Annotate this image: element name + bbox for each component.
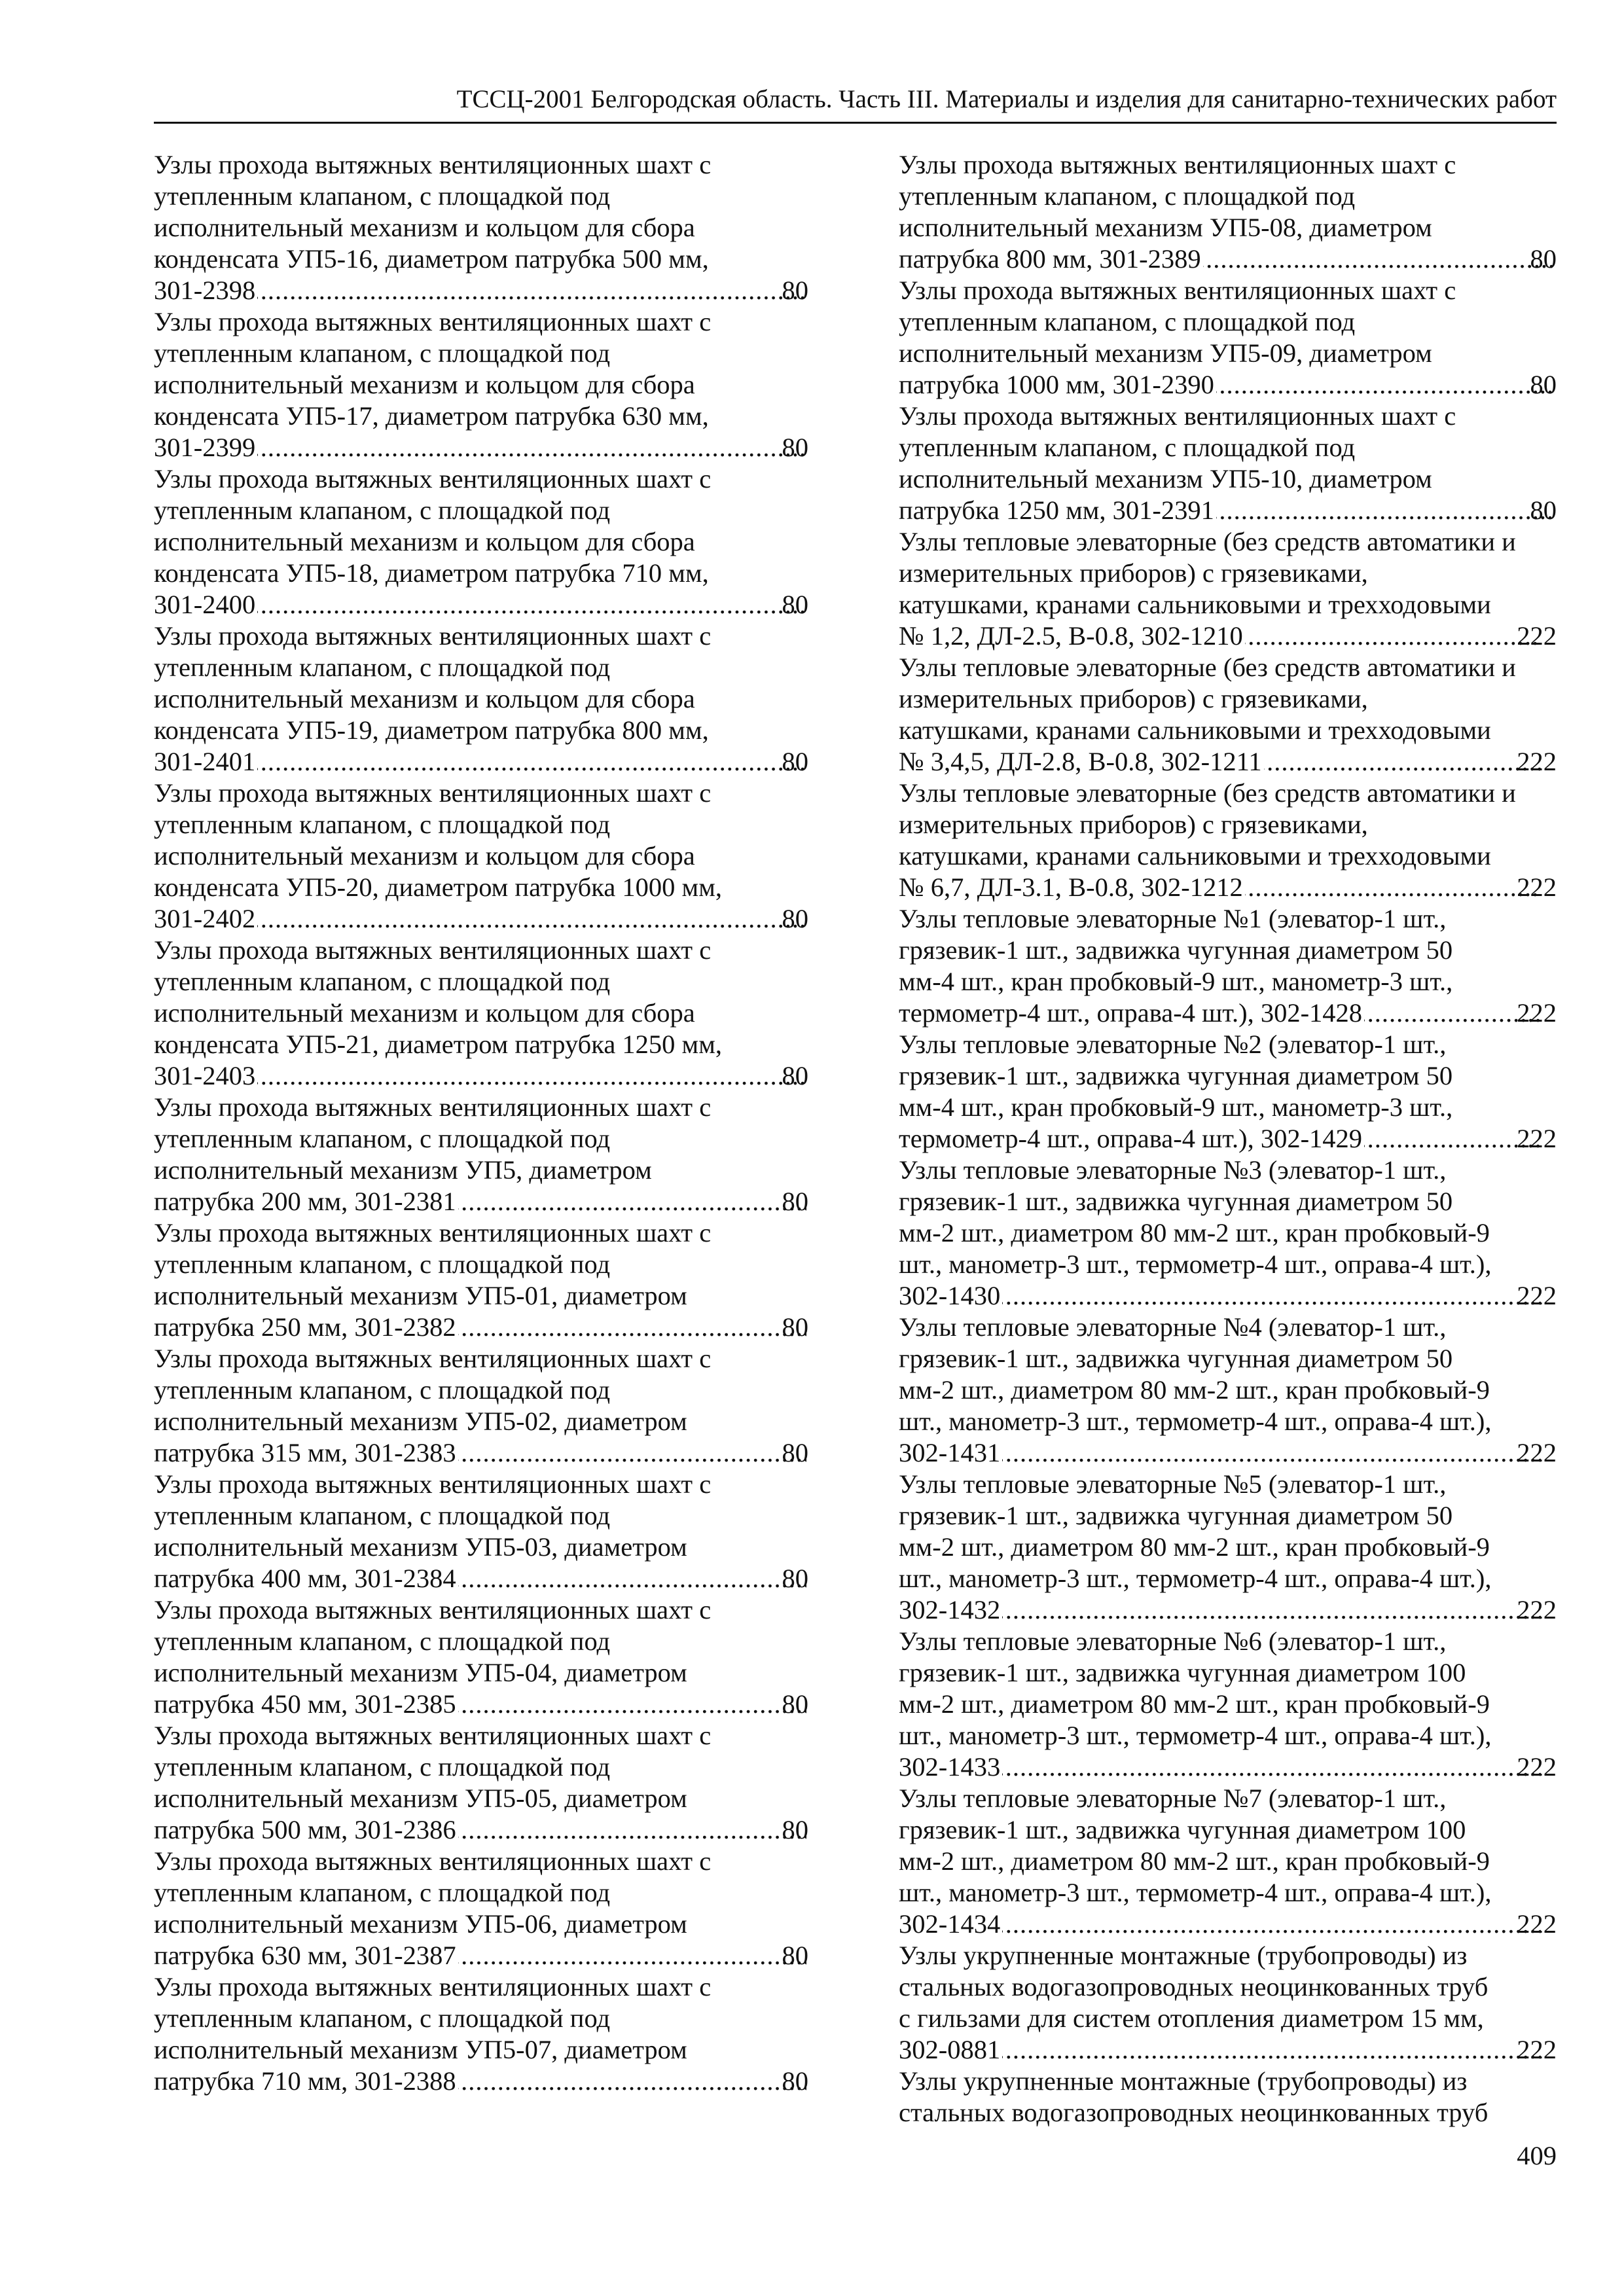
entry-text-line: Узлы прохода вытяжных вентиляционных шахт с (154, 935, 712, 965)
entry-text-line: шт., манометр-3 шт., термометр-4 шт., оправа-4 шт.), (899, 1564, 1492, 1593)
entry-last-line (899, 620, 1557, 652)
entry-page-ref: 80 (782, 904, 808, 933)
dot-leader (257, 746, 806, 778)
entry-text-line: утепленным клапаном, с площадкой под (154, 1124, 611, 1153)
entry-last-line (154, 589, 808, 620)
index-entry (154, 620, 808, 778)
entry-text-line: грязевик-1 шт., задвижка чугунная диаметром 50 (899, 1187, 1453, 1216)
entry-code: термометр-4 шт., оправа-4 шт.), 302-1428 (899, 998, 1363, 1028)
entry-text-line: Узлы тепловые элеваторные №6 (элеватор-1 шт., (899, 1626, 1447, 1656)
entry-text-line: исполнительный механизм и кольцом для сбора (154, 213, 695, 242)
entry-text-line: Узлы тепловые элеваторные №7 (элеватор-1 шт., (899, 1784, 1447, 1813)
entry-code: патрубка 710 мм, 301-2388 (154, 2066, 456, 2096)
entry-text-line: Узлы тепловые элеваторные №5 (элеватор-1 шт., (899, 1469, 1447, 1499)
entry-text-line: исполнительный механизм и кольцом для сбора (154, 527, 695, 556)
dot-leader (458, 1940, 806, 1971)
entry-code: патрубка 250 мм, 301-2382 (154, 1312, 456, 1342)
entry-code: 302-1433 (899, 1752, 1001, 1782)
entry-text-line: катушками, кранами сальниковыми и трехходовыми (899, 841, 1491, 870)
entry-last-line (899, 369, 1557, 401)
dot-leader (458, 1312, 806, 1343)
entry-text-line: стальных водогазопроводных неоцинкованных труб (899, 2098, 1489, 2127)
entry-text-line: Узлы тепловые элеваторные (без средств автоматики и (899, 527, 1516, 556)
entry-page-ref: 80 (782, 1689, 808, 1719)
dot-leader (458, 1563, 806, 1594)
entry-text-line: мм-2 шт., диаметром 80 мм-2 шт., кран пробковый-9 (899, 1375, 1490, 1405)
entry-text-line: грязевик-1 шт., задвижка чугунная диаметром 50 (899, 1061, 1453, 1090)
entry-code: патрубка 200 мм, 301-2381 (154, 1187, 456, 1216)
entry-text-line: грязевик-1 шт., задвижка чугунная диаметром 50 (899, 935, 1453, 965)
entry-page-ref: 222 (1517, 998, 1557, 1028)
entry-text-line: Узлы тепловые элеваторные №4 (элеватор-1 шт., (899, 1312, 1447, 1342)
entry-page-ref: 222 (1517, 1438, 1557, 1467)
entry-page-ref: 222 (1517, 621, 1557, 651)
entry-code: 302-1430 (899, 1281, 1001, 1310)
dot-leader (458, 1689, 806, 1720)
entry-last-line (154, 1814, 808, 1846)
dot-leader (1264, 746, 1542, 778)
page-number: 409 (1517, 2141, 1557, 2170)
index-entry (154, 1846, 808, 1971)
dot-leader (257, 589, 806, 620)
entry-page-ref: 80 (782, 1941, 808, 1970)
entry-last-line (154, 1186, 808, 1217)
entry-text-line: утепленным клапаном, с площадкой под (154, 2003, 611, 2033)
entry-text-line: грязевик-1 шт., задвижка чугунная диаметром 50 (899, 1501, 1453, 1530)
entry-code: патрубка 500 мм, 301-2386 (154, 1815, 456, 1844)
entry-last-line (154, 903, 808, 935)
entry-text-line: мм-2 шт., диаметром 80 мм-2 шт., кран пробковый-9 (899, 1846, 1490, 1876)
entry-text-line: утепленным клапаном, с площадкой под (899, 433, 1356, 462)
entry-last-line (154, 1563, 808, 1594)
entry-text-line: утепленным клапаном, с площадкой под (154, 967, 611, 996)
header-title: ТССЦ-2001 Белгородская область. Часть III. Материалы и изделия для санитарно-технических работ (456, 85, 1557, 113)
entry-text-line: Узлы прохода вытяжных вентиляционных шахт с (154, 1469, 712, 1499)
entry-code: 301-2403 (154, 1061, 256, 1090)
dot-leader (1216, 369, 1555, 401)
entry-page-ref: 222 (1517, 1909, 1557, 1939)
dot-leader (1364, 997, 1541, 1029)
index-entry (899, 1940, 1557, 2066)
entry-code: 301-2399 (154, 433, 256, 462)
entry-last-line (154, 1312, 808, 1343)
entry-text-line: утепленным клапаном, с площадкой под (154, 338, 611, 368)
entry-text-line: измерительных приборов) с грязевиками, (899, 810, 1368, 839)
dot-leader (257, 903, 806, 935)
dot-leader (1002, 2034, 1541, 2066)
entry-text-line: Узлы тепловые элеваторные №3 (элеватор-1 шт., (899, 1155, 1447, 1185)
index-entry (154, 935, 808, 1092)
index-entry (899, 1312, 1557, 1469)
entry-text-line: Узлы прохода вытяжных вентиляционных шахт с (154, 1595, 712, 1624)
entry-text-line: мм-2 шт., диаметром 80 мм-2 шт., кран пробковый-9 (899, 1689, 1490, 1719)
index-entry (899, 778, 1557, 903)
entry-text-line: Узлы прохода вытяжных вентиляционных шахт с (154, 621, 712, 651)
entry-text-line: измерительных приборов) с грязевиками, (899, 558, 1368, 588)
index-entry (154, 463, 808, 620)
running-header (154, 80, 1557, 124)
entry-code: патрубка 1000 мм, 301-2390 (899, 370, 1214, 399)
entry-text-line: утепленным клапаном, с площадкой под (154, 1752, 611, 1782)
entry-text-line: Узлы прохода вытяжных вентиляционных шахт с (154, 307, 712, 336)
entry-code: патрубка 630 мм, 301-2387 (154, 1941, 456, 1970)
entry-code: № 3,4,5, ДЛ-2.8, В-0.8, 302-1211 (899, 747, 1262, 776)
entry-text-line: исполнительный механизм и кольцом для сбора (154, 841, 695, 870)
entry-text-line: исполнительный механизм УП5-08, диаметром (899, 213, 1432, 242)
entry-text-line: утепленным клапаном, с площадкой под (154, 181, 611, 211)
entry-text-line: Узлы прохода вытяжных вентиляционных шахт с (899, 276, 1456, 305)
entry-text-line: Узлы тепловые элеваторные №1 (элеватор-1 шт., (899, 904, 1447, 933)
entry-text-line: Узлы прохода вытяжных вентиляционных шахт с (154, 1721, 712, 1750)
entry-last-line (899, 746, 1557, 778)
entry-text-line: утепленным клапаном, с площадкой под (899, 307, 1356, 336)
entry-text-line: утепленным клапаном, с площадкой под (154, 1501, 611, 1530)
dot-leader (257, 432, 806, 463)
entry-text-line: утепленным клапаном, с площадкой под (154, 1249, 611, 1279)
entry-page-ref: 80 (782, 1564, 808, 1593)
entry-text-line: утепленным клапаном, с площадкой под (154, 810, 611, 839)
entry-text-line: утепленным клапаном, с площадкой под (154, 1375, 611, 1405)
entry-text-line: Узлы тепловые элеваторные (без средств автоматики и (899, 778, 1516, 808)
entry-code: № 6,7, ДЛ-3.1, В-0.8, 302-1212 (899, 872, 1243, 902)
entry-text-line: мм-4 шт., кран пробковый-9 шт., манометр-3 шт., (899, 967, 1453, 996)
entry-last-line (154, 1437, 808, 1469)
entry-text-line: Узлы прохода вытяжных вентиляционных шахт с (154, 1846, 712, 1876)
dot-leader (1216, 495, 1555, 526)
entry-page-ref: 80 (782, 1187, 808, 1216)
index-entry (154, 1217, 808, 1343)
entry-last-line (899, 1909, 1557, 1940)
entry-text-line: грязевик-1 шт., задвижка чугунная диаметром 100 (899, 1815, 1466, 1844)
index-entry (154, 778, 808, 935)
entry-text-line: Узлы тепловые элеваторные №2 (элеватор-1 шт., (899, 1030, 1447, 1059)
entry-last-line (899, 495, 1557, 526)
entry-text-line: Узлы прохода вытяжных вентиляционных шахт с (899, 401, 1456, 431)
entry-text-line: мм-2 шт., диаметром 80 мм-2 шт., кран пробковый-9 (899, 1218, 1490, 1247)
entry-last-line (154, 432, 808, 463)
entry-code: 301-2401 (154, 747, 256, 776)
entry-text-line: конденсата УП5-21, диаметром патрубка 1250 мм, (154, 1030, 722, 1059)
index-entry (899, 1783, 1557, 1940)
entry-text-line: Узлы прохода вытяжных вентиляционных шахт с (154, 464, 712, 493)
entry-text-line: Узлы прохода вытяжных вентиляционных шахт с (154, 150, 712, 179)
entry-code: патрубка 450 мм, 301-2385 (154, 1689, 456, 1719)
entry-last-line (899, 1437, 1557, 1469)
entry-text-line: конденсата УП5-16, диаметром патрубка 500 мм, (154, 244, 709, 274)
entry-last-line (154, 2066, 808, 2097)
dot-leader (1002, 1594, 1541, 1626)
index-entry (899, 401, 1557, 526)
index-entry (899, 1626, 1557, 1783)
dot-leader (1245, 872, 1542, 903)
entry-page-ref: 80 (782, 590, 808, 619)
dot-leader (1364, 1123, 1541, 1155)
entry-text-line: исполнительный механизм УП5, диаметром (154, 1155, 652, 1185)
index-entry (154, 1720, 808, 1846)
entry-last-line (899, 2034, 1557, 2066)
entry-text-line: с гильзами для систем отопления диаметром 15 мм, (899, 2003, 1484, 2033)
entry-text-line: Узлы укрупненные монтажные (трубопроводы) из (899, 1941, 1468, 1970)
index-entry (154, 1594, 808, 1720)
entry-last-line (154, 1940, 808, 1971)
entry-page-ref: 80 (782, 1438, 808, 1467)
index-entry (899, 1155, 1557, 1312)
entry-text-line: Узлы прохода вытяжных вентиляционных шахт с (154, 1972, 712, 2001)
entry-text-line: Узлы тепловые элеваторные (без средств автоматики и (899, 653, 1516, 682)
entry-last-line (899, 1280, 1557, 1312)
dot-leader (1002, 1280, 1541, 1312)
entry-text-line: грязевик-1 шт., задвижка чугунная диаметром 50 (899, 1344, 1453, 1373)
entry-page-ref: 222 (1517, 2035, 1557, 2064)
entry-page-ref: 80 (782, 1312, 808, 1342)
dot-leader (458, 2066, 806, 2097)
entry-code: № 1,2, ДЛ-2.5, В-0.8, 302-1210 (899, 621, 1243, 651)
entry-text-line: Узлы прохода вытяжных вентиляционных шахт с (154, 1092, 712, 1122)
entry-text-line: Узлы укрупненные монтажные (трубопроводы) из (899, 2066, 1468, 2096)
entry-page-ref: 222 (1517, 1595, 1557, 1624)
entry-text-line: стальных водогазопроводных неоцинкованных труб (899, 1972, 1489, 2001)
entry-text-line: конденсата УП5-17, диаметром патрубка 630 мм, (154, 401, 709, 431)
entry-page-ref: 80 (782, 2066, 808, 2096)
entry-page-ref: 80 (782, 433, 808, 462)
entry-text-line: катушками, кранами сальниковыми и трехходовыми (899, 590, 1491, 619)
entry-text-line: Узлы прохода вытяжных вентиляционных шахт с (154, 778, 712, 808)
entry-page-ref: 222 (1517, 1752, 1557, 1782)
entry-last-line (899, 1123, 1557, 1155)
entry-page-ref: 222 (1517, 747, 1557, 776)
entry-text-line: мм-2 шт., диаметром 80 мм-2 шт., кран пробковый-9 (899, 1532, 1490, 1562)
entry-text-line: исполнительный механизм УП5-01, диаметром (154, 1281, 687, 1310)
entry-text-line: конденсата УП5-19, диаметром патрубка 800 мм, (154, 715, 709, 745)
entry-text-line: измерительных приборов) с грязевиками, (899, 684, 1368, 713)
entry-page-ref: 80 (1530, 244, 1557, 274)
entry-code: 301-2400 (154, 590, 256, 619)
entry-text-line: катушками, кранами сальниковыми и трехходовыми (899, 715, 1491, 745)
index-entry (899, 652, 1557, 778)
dot-leader (1002, 1437, 1541, 1469)
entry-code: патрубка 400 мм, 301-2384 (154, 1564, 456, 1593)
index-entry (154, 149, 808, 306)
index-entry (899, 149, 1557, 275)
entry-page-ref: 80 (1530, 495, 1557, 525)
index-entry (899, 275, 1557, 401)
dot-leader (1203, 243, 1555, 275)
entry-text-line: исполнительный механизм УП5-02, диаметром (154, 1407, 687, 1436)
entry-last-line (154, 275, 808, 306)
entry-last-line (154, 746, 808, 778)
dot-leader (1002, 1909, 1541, 1940)
entry-page-ref: 80 (782, 1061, 808, 1090)
index-entry (899, 526, 1557, 652)
index-entry (899, 2066, 1557, 2128)
entry-text-line: Узлы прохода вытяжных вентиляционных шахт с (154, 1344, 712, 1373)
entry-text-line: утепленным клапаном, с площадкой под (154, 653, 611, 682)
entry-code: 302-0881 (899, 2035, 1001, 2064)
entry-page-ref: 80 (782, 276, 808, 305)
entry-text-line: мм-4 шт., кран пробковый-9 шт., манометр-3 шт., (899, 1092, 1453, 1122)
entry-code: 301-2398 (154, 276, 256, 305)
dot-leader (257, 275, 806, 306)
dot-leader (458, 1814, 806, 1846)
dot-leader (1245, 620, 1542, 652)
index-entry (899, 1469, 1557, 1626)
entry-text-line: шт., манометр-3 шт., термометр-4 шт., оправа-4 шт.), (899, 1407, 1492, 1436)
entry-text-line: исполнительный механизм УП5-09, диаметром (899, 338, 1432, 368)
index-column-right (899, 149, 1557, 2128)
entry-text-line: исполнительный механизм и кольцом для сбора (154, 684, 695, 713)
dot-leader (458, 1186, 806, 1217)
entry-last-line (154, 1689, 808, 1720)
entry-text-line: шт., манометр-3 шт., термометр-4 шт., оправа-4 шт.), (899, 1721, 1492, 1750)
entry-text-line: грязевик-1 шт., задвижка чугунная диаметром 100 (899, 1658, 1466, 1687)
entry-last-line (899, 1751, 1557, 1783)
entry-text-line: шт., манометр-3 шт., термометр-4 шт., оправа-4 шт.), (899, 1249, 1492, 1279)
entry-text-line: утепленным клапаном, с площадкой под (154, 1626, 611, 1656)
entry-last-line (154, 1060, 808, 1092)
entry-text-line: конденсата УП5-18, диаметром патрубка 710 мм, (154, 558, 709, 588)
index-entry (154, 1469, 808, 1594)
index-entry (154, 1092, 808, 1217)
entry-text-line: Узлы прохода вытяжных вентиляционных шахт с (154, 1218, 712, 1247)
entry-last-line (899, 243, 1557, 275)
entry-code: 302-1431 (899, 1438, 1001, 1467)
entry-code: 302-1432 (899, 1595, 1001, 1624)
entry-text-line: исполнительный механизм и кольцом для сбора (154, 998, 695, 1028)
entry-page-ref: 80 (782, 1815, 808, 1844)
entry-code: патрубка 1250 мм, 301-2391 (899, 495, 1214, 525)
entry-code: термометр-4 шт., оправа-4 шт.), 302-1429 (899, 1124, 1363, 1153)
entry-page-ref: 222 (1517, 1124, 1557, 1153)
entry-last-line (899, 872, 1557, 903)
entry-text-line: исполнительный механизм УП5-04, диаметром (154, 1658, 687, 1687)
index-entry (154, 306, 808, 463)
entry-last-line (899, 1594, 1557, 1626)
entry-text-line: утепленным клапаном, с площадкой под (154, 1878, 611, 1907)
entry-page-ref: 80 (782, 747, 808, 776)
entry-page-ref: 222 (1517, 1281, 1557, 1310)
entry-text-line: исполнительный механизм УП5-06, диаметром (154, 1909, 687, 1939)
entry-code: 302-1434 (899, 1909, 1001, 1939)
entry-text-line: исполнительный механизм и кольцом для сбора (154, 370, 695, 399)
index-column-left (154, 149, 808, 2097)
dot-leader (1002, 1751, 1541, 1783)
entry-text-line: исполнительный механизм УП5-03, диаметром (154, 1532, 687, 1562)
index-entry (899, 903, 1557, 1029)
entry-code: патрубка 800 мм, 301-2389 (899, 244, 1201, 274)
entry-page-ref: 80 (1530, 370, 1557, 399)
entry-text-line: конденсата УП5-20, диаметром патрубка 1000 мм, (154, 872, 722, 902)
entry-code: патрубка 315 мм, 301-2383 (154, 1438, 456, 1467)
index-entry (899, 1029, 1557, 1155)
entry-text-line: утепленным клапаном, с площадкой под (154, 495, 611, 525)
entry-text-line: исполнительный механизм УП5-05, диаметром (154, 1784, 687, 1813)
entry-text-line: утепленным клапаном, с площадкой под (899, 181, 1356, 211)
entry-code: 301-2402 (154, 904, 256, 933)
entry-text-line: исполнительный механизм УП5-10, диаметром (899, 464, 1432, 493)
entry-last-line (899, 997, 1557, 1029)
dot-leader (257, 1060, 806, 1092)
entry-text-line: Узлы прохода вытяжных вентиляционных шахт с (899, 150, 1456, 179)
index-entry (154, 1343, 808, 1469)
dot-leader (458, 1437, 806, 1469)
index-entry (154, 1971, 808, 2097)
entry-page-ref: 222 (1517, 872, 1557, 902)
entry-text-line: исполнительный механизм УП5-07, диаметром (154, 2035, 687, 2064)
entry-text-line: шт., манометр-3 шт., термометр-4 шт., оправа-4 шт.), (899, 1878, 1492, 1907)
